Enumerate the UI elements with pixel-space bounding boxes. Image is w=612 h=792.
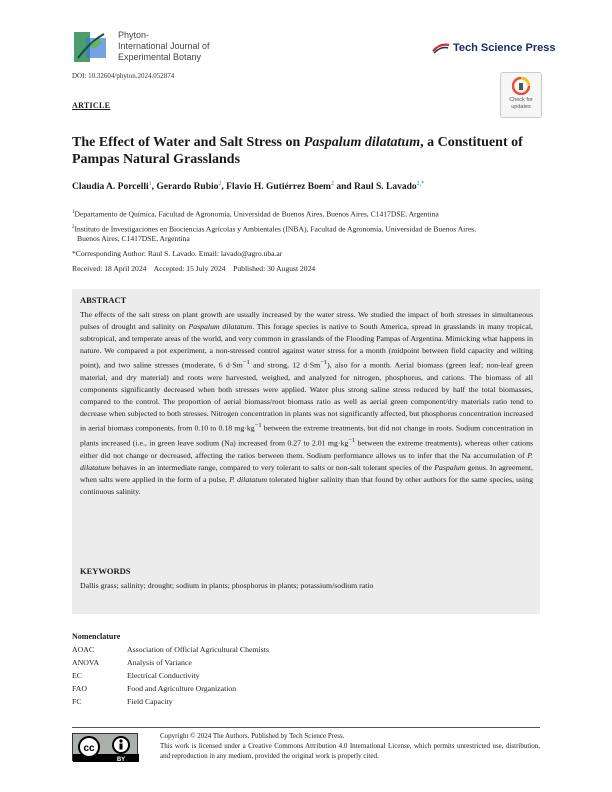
title-part1: The Effect of Water and Salt Stress on: [72, 135, 304, 150]
affiliation-text: Departamento de Química, Facultad de Agronomía, Universidad de Buenos Aires, Buenos Aires, C1417DSE, Argentina: [74, 209, 439, 219]
nomenclature-definition: Analysis of Variance: [127, 658, 192, 667]
exponent: −1: [254, 422, 262, 430]
nomenclature-definition: Electrical Conductivity: [127, 671, 200, 680]
species-name: Paspalum dilatatum: [188, 322, 253, 332]
check-for-updates-button[interactable]: [500, 72, 542, 118]
journal-name-line2: International Journal of: [118, 41, 210, 51]
publication-dates: Received: 18 April 2024 Accepted: 15 July 2024 Published: 30 August 2024: [72, 264, 316, 273]
cc-label: cc: [83, 743, 95, 754]
author-affiliation-mark[interactable]: 2,*: [416, 181, 425, 187]
article-type: ARTICLE: [72, 101, 111, 110]
abstract-body: [80, 309, 533, 498]
exponent: −1: [242, 359, 250, 367]
abstract-text: ), also for a month. Aerial biomass (green leaf; non-leaf green material, and dry material) and roots were harvested, weighed, and analyzed for nitrogen, phosphorus, and cations. The biomass of all components significantly decreased when both stresses were applied. Water plus strong saline stress reduced by half the total biomasses, compared to the control. The proportion of aerial biomass/root biomass ratio as well as aerial green component/dry materials ratio tend to decrease when subjected to both stresses. Nitrogen concentration in plants was not significantly affected, but phosphorus concentration increased in aerial biomass components, from 0.10 to 0.18 mg·kg: [80, 360, 533, 434]
species-name: P. dilatatum: [80, 450, 533, 472]
creative-commons-icon: [73, 734, 139, 762]
abstract-text: behaves in an intermediate range, compared to very tolerant to salts or non-salt tolerant species of the: [109, 462, 435, 472]
check-updates-icon: [512, 77, 530, 95]
author-separator: ,: [221, 182, 227, 193]
abstract-text: . This forage species is native to South America, spread in grasslands in many tropical, subtropical, and temperate areas of the world, and very common in grasslands of the Flooding Pampas of Argentina. Mimicking what happens in nature. We compared a pot experiment, a non-stressed control against water stress for a month (midpoint between field capacity and wilting point), and two saline stresses (moderate, 6 d·Sm: [80, 322, 533, 370]
journal-name-line1: Phyton-: [118, 30, 150, 40]
affiliation-mark: 1: [72, 210, 75, 215]
keywords-heading: KEYWORDS: [80, 566, 131, 576]
nomenclature-row: [72, 697, 173, 706]
nomenclature-abbr: FC: [72, 697, 82, 706]
by-label: BY: [116, 757, 126, 762]
publisher-logo[interactable]: [432, 42, 556, 54]
corresponding-author[interactable]: *Corresponding Author: Raul S. Lavado. Email: lavado@agro.uba.ar: [72, 249, 283, 258]
swoosh-icon: [432, 42, 450, 54]
abstract-text: between the extreme treatments), whereas other cations either did not change or decreased, affecting the ratios between them. Sodium performance allows us to infer that the Na accumulation of: [80, 438, 533, 460]
species-name: P. dilatatum: [229, 475, 267, 484]
affiliation-1: [72, 208, 542, 220]
nomenclature-definition: Association of Official Agricultural Chemists: [127, 645, 269, 654]
abstract-text: between the extreme treatments, but did not change in roots. Sodium concentration in plants increased (i.e., in green leave sodium (Na) increased from 0.27 to 2.01 mg·kg: [80, 424, 533, 448]
nomenclature-definition: Food and Agriculture Organization: [127, 684, 237, 693]
check-updates-line2: updates: [511, 103, 531, 110]
nomenclature-abbr: AOAC: [72, 645, 95, 654]
abstract-heading: ABSTRACT: [80, 295, 127, 305]
nomenclature-abbr: ANOVA: [72, 658, 100, 667]
nomenclature-row: [72, 658, 192, 667]
footer-divider: [72, 727, 540, 728]
keywords-list: Dallis grass; salinity; drought; sodium in plants; phosphorus in plants; potassium/sodium ratio: [80, 581, 374, 590]
author-name[interactable]: Flavio H. Gutiérrez Boem: [226, 182, 331, 193]
abstract-text: The effects of the salt stress on plant growth are usually increased by the water stress. We studied the impact of both stresses in simultaneous pulses of drought and salinity on: [80, 310, 533, 332]
exponent: −1: [348, 437, 356, 445]
journal-logo: [72, 28, 110, 66]
author-separator: and: [333, 182, 355, 193]
check-updates-line1: Check for: [509, 97, 533, 103]
leaf-logo-icon: [72, 28, 110, 66]
author-name[interactable]: Gerardo Rubio: [156, 182, 219, 193]
abstract-text: tolerated higher salinity than that found by other authors for the same species, using continuous salinity.: [80, 475, 534, 497]
copyright-line: Copyright © 2024 The Authors. Published by Tech Science Press.: [160, 732, 345, 740]
author-name[interactable]: Claudia A. Porcelli: [72, 182, 149, 193]
author-affiliation-mark[interactable]: 2: [330, 181, 334, 187]
affiliation-text: Instituto de Investigaciones en Biociencias Agrícolas y Ambientales (INBA), Facultad de Agronomía, Universidad de Buenos Aires,: [74, 224, 477, 234]
author-name[interactable]: Raul S. Lavado: [354, 182, 417, 193]
author-separator: ,: [151, 182, 157, 193]
author-affiliation-mark[interactable]: 1: [148, 181, 152, 187]
abstract-text: and strong, 12 d·Sm: [249, 360, 321, 370]
nomenclature-abbr: EC: [72, 671, 82, 680]
genus-name: Paspalum: [434, 462, 466, 472]
nomenclature-row: [72, 684, 236, 693]
doi[interactable]: DOI: 10.32604/phyton.2024.052874: [72, 72, 175, 80]
license-text[interactable]: This work is licensed under a Creative Commons Attribution 4.0 International License, which permits unrestricted use, distribution, and reproduction in any medium, provided the original work is properly cited.: [160, 742, 540, 760]
paper-title: [72, 134, 542, 168]
affiliation-2-cont: Buenos Aires, C1417DSE, Argentina: [77, 234, 190, 243]
title-species: Paspalum dilatatum: [303, 135, 421, 150]
nomenclature-definition: Field Capacity: [127, 697, 173, 706]
publisher-name: Tech Science Press: [453, 42, 556, 54]
nomenclature-abbr: FAO: [72, 684, 88, 693]
exponent: −1: [320, 359, 328, 367]
copyright-notice: [160, 731, 540, 761]
cc-by-license-badge[interactable]: [72, 733, 138, 761]
title-part2: , a Constituent of Pampas Natural Grasslands: [72, 135, 523, 167]
nomenclature-row: [72, 671, 200, 680]
nomenclature-heading: Nomenclature: [72, 632, 121, 641]
journal-name-line3: Experimental Botany: [118, 52, 202, 62]
nomenclature-row: [72, 645, 269, 654]
affiliation-mark: 2: [72, 225, 75, 230]
journal-name: [118, 30, 210, 63]
author-affiliation-mark[interactable]: 2: [218, 181, 222, 187]
author-list: [72, 181, 542, 192]
abstract-text: genus. In agreement, when salts were applied in the form of a pulse,: [80, 462, 533, 484]
